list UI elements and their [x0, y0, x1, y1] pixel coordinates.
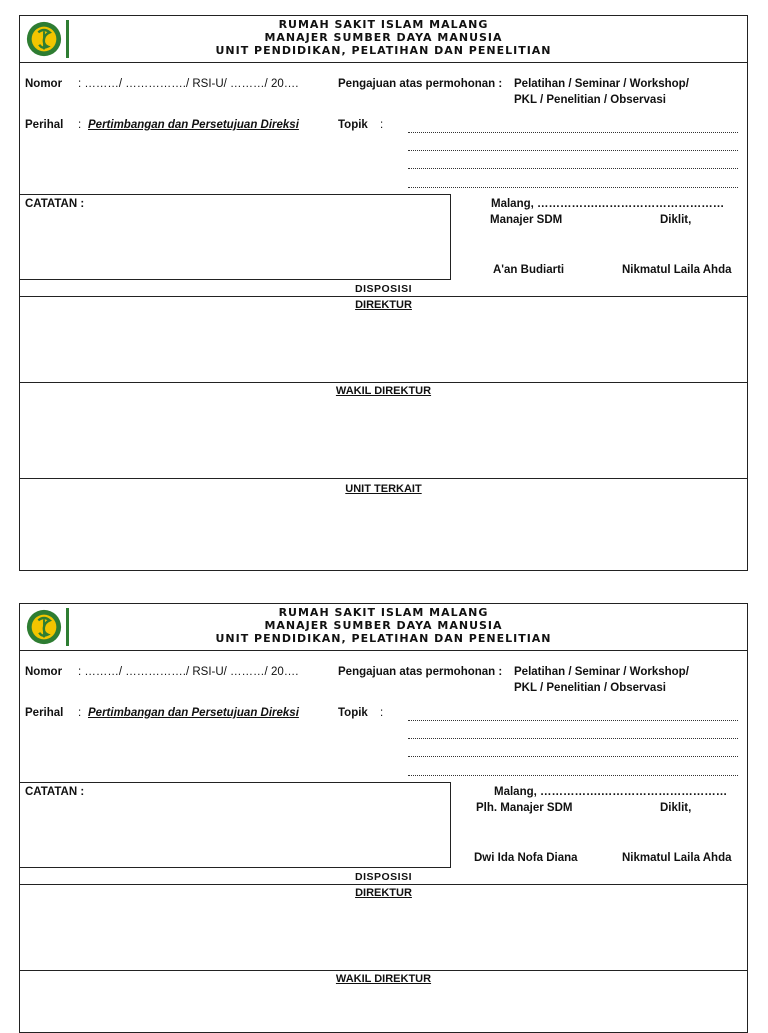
- topik-line-1[interactable]: [408, 719, 738, 721]
- diklit-title: Diklit,: [660, 802, 692, 814]
- diklit-title: Diklit,: [660, 214, 692, 226]
- disposisi-label: DISPOSISI: [354, 283, 412, 295]
- divider: [20, 884, 747, 885]
- topik-line-2[interactable]: [408, 737, 738, 739]
- topik-line-4[interactable]: [408, 186, 738, 188]
- manajer-title: Manajer SDM: [490, 214, 563, 226]
- manajer-title: Plh. Manajer SDM: [476, 802, 573, 814]
- header-title: [20, 606, 747, 645]
- direktur-label: DIREKTUR: [355, 299, 412, 311]
- topik-line-3[interactable]: [408, 755, 738, 757]
- header-title: [20, 18, 747, 57]
- catatan-box[interactable]: [20, 194, 451, 280]
- wakil-direktur-label: WAKIL DIREKTUR: [335, 385, 432, 397]
- wakil-direktur-label: WAKIL DIREKTUR: [335, 973, 432, 985]
- perihal-label: Perihal: [25, 707, 64, 719]
- topik-label: Topik: [338, 707, 368, 719]
- topik-line-3[interactable]: [408, 167, 738, 169]
- direktur-label: DIREKTUR: [355, 887, 412, 899]
- topik-colon: :: [380, 119, 384, 131]
- malang-date: Malang, …………….……………………………: [494, 786, 728, 798]
- divider: [20, 382, 747, 383]
- catatan-label: CATATAN :: [25, 786, 85, 798]
- nomor-label: Nomor: [25, 666, 63, 678]
- pengajuan-options-1[interactable]: Pelatihan / Seminar / Workshop/: [514, 78, 689, 90]
- form-header: [20, 16, 747, 63]
- nomor-value[interactable]: : ………/ ……………./ RSI-U/ ………/ 20….: [78, 78, 299, 90]
- pengajuan-label: Pengajuan atas permohonan :: [338, 78, 503, 90]
- catatan-label: CATATAN :: [25, 198, 85, 210]
- perihal-value: Pertimbangan dan Persetujuan Direksi: [88, 707, 299, 719]
- header-line-2: MANAJER SUMBER DAYA MANUSIA: [264, 619, 503, 632]
- header-line-2: MANAJER SUMBER DAYA MANUSIA: [264, 31, 503, 44]
- nomor-label: Nomor: [25, 78, 63, 90]
- header-line-3: UNIT PENDIDIKAN, PELATIHAN DAN PENELITIAN: [215, 44, 552, 57]
- header-line-3: UNIT PENDIDIKAN, PELATIHAN DAN PENELITIAN: [215, 632, 552, 645]
- pengajuan-options-2[interactable]: PKL / Penelitian / Observasi: [514, 94, 666, 106]
- catatan-box[interactable]: [20, 782, 451, 868]
- divider: [20, 296, 747, 297]
- divider: [20, 478, 747, 479]
- perihal-colon: :: [78, 119, 82, 131]
- manajer-name: A'an Budiarti: [493, 264, 565, 276]
- pengajuan-options-2[interactable]: PKL / Penelitian / Observasi: [514, 682, 666, 694]
- header-line-1: RUMAH SAKIT ISLAM MALANG: [278, 606, 489, 619]
- disposition-form-1: [19, 15, 748, 571]
- header-line-1: RUMAH SAKIT ISLAM MALANG: [278, 18, 489, 31]
- disposition-form-2: [19, 603, 748, 1033]
- perihal-value: Pertimbangan dan Persetujuan Direksi: [88, 119, 299, 131]
- diklit-name: Nikmatul Laila Ahda: [622, 264, 732, 276]
- malang-date: Malang, …………….……………………………: [491, 198, 725, 210]
- topik-line-2[interactable]: [408, 149, 738, 151]
- disposisi-label: DISPOSISI: [354, 871, 412, 883]
- topik-line-1[interactable]: [408, 131, 738, 133]
- diklit-name: Nikmatul Laila Ahda: [622, 852, 732, 864]
- manajer-name: Dwi Ida Nofa Diana: [474, 852, 578, 864]
- nomor-value[interactable]: : ………/ ……………./ RSI-U/ ………/ 20….: [78, 666, 299, 678]
- perihal-colon: :: [78, 707, 82, 719]
- pengajuan-label: Pengajuan atas permohonan :: [338, 666, 503, 678]
- pengajuan-options-1[interactable]: Pelatihan / Seminar / Workshop/: [514, 666, 689, 678]
- topik-line-4[interactable]: [408, 774, 738, 776]
- perihal-label: Perihal: [25, 119, 64, 131]
- divider: [20, 970, 747, 971]
- form-header: [20, 604, 747, 651]
- unit-terkait-label: UNIT TERKAIT: [345, 483, 422, 495]
- topik-label: Topik: [338, 119, 368, 131]
- topik-colon: :: [380, 707, 384, 719]
